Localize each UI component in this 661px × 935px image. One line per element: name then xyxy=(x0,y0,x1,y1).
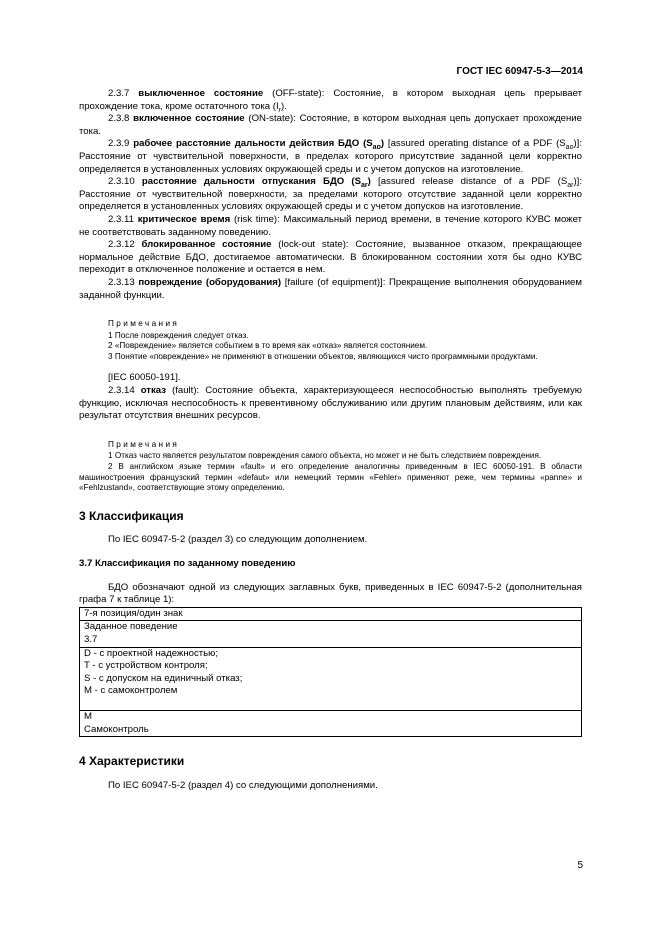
def-2-3-9: 2.3.9 рабочее расстояние дальности действия БДО $(S_{ao})$ [assured operating distance of a PDF $(S_{ao})$]: Расстояние от чувствительной поверхности, в пределах которого присутствие заданной цели корректно определяется в установленных условиях окружающей среды и с учетом допусков на изготовление. xyxy=(79,138,582,175)
note-item: 1 После повреждения следует отказ. xyxy=(108,330,249,340)
section-3-title: 3 Классификация xyxy=(79,508,184,523)
note-item: 2 «Повреждение» является событием в то время как «отказ» является состоянием. xyxy=(108,341,428,351)
note-item: 3 Понятие «повреждение» не применяют в отношении объектов, являющихся чисто программными продуктами. xyxy=(108,351,538,361)
table-row xyxy=(80,621,582,647)
table-row xyxy=(80,607,582,621)
table-row xyxy=(80,710,582,736)
def-2-3-14: 2.3.14 отказ (fault): Состояние объекта, характеризующееся неспособностью выполнять требуемую функцию, исключая неспособность к превентивному обслуживанию или другим плановым действиям, или как результат отсутствия внешних ресурсов. xyxy=(79,385,582,422)
table-cell: D - с проектной надежностью; T - с устройством контроля; S - с допуском на единичный отказ; M - с самоконтролем xyxy=(80,647,582,710)
section-3-7-para: БДО обозначают одной из следующих заглавных букв, приведенных в IEC 60947-5-2 (дополнительная графа 7 к таблице 1): xyxy=(79,581,582,606)
def-2-3-10: 2.3.10 расстояние дальности отпускания БДО $(S_{ar})$ [assured release distance of a PDF $(S_{ar})$]: Расстояние от чувствительной поверхности, за пределами которого отсутствие заданной цели корректно определяется в установленных условиях окружающей среды и с учетом допусков на изготовление. xyxy=(79,176,582,213)
def-2-3-13: 2.3.13 повреждение (оборудования) [failure (of equipment)]: Прекращение выполнения оборудованием заданной функции. xyxy=(79,276,582,301)
notes-heading-2: Примечания xyxy=(108,439,180,449)
def-2-3-11: 2.3.11 критическое время (risk time): Максимальный период времени, в течение которого КУВС может не соответствовать заданному поведению. xyxy=(79,213,583,238)
reference: [IEC 60050-191]. xyxy=(108,372,181,384)
page-number: 5 xyxy=(577,860,583,871)
section-3-7-title: 3.7 Классификация по заданному поведению xyxy=(79,558,296,569)
def-2-3-12: 2.3.12 блокированное состояние (lock-out state): Состояние, вызванное отказом, прекращающее нормальное действие БДО, достигаемое автоматически. В блокированном состоянии хотя бы одно КУВС переходит в отключенное положение и остается в нем. xyxy=(79,239,582,276)
table-row xyxy=(80,647,582,710)
table-cell: M Самоконтроль xyxy=(80,710,582,736)
table-cell: Заданное поведение 3.7 xyxy=(80,621,582,647)
note-item: 1 Отказ часто является результатом повреждения самого объекта, но может и не быть следствием повреждения. xyxy=(108,451,542,461)
doc-header: ГОСТ IEC 60947-5-3—2014 xyxy=(456,66,583,77)
section-3-intro: По IEC 60947-5-2 (раздел 3) со следующим дополнением. xyxy=(108,534,368,546)
table-cell: 7-я позиция/один знак xyxy=(80,607,582,621)
def-2-3-8: 2.3.8 включенное состояние (ON-state): Состояние, в котором выходная цепь допускает прохождение тока. xyxy=(79,113,583,137)
classification-table xyxy=(79,607,582,737)
section-4-title: 4 Характеристики xyxy=(79,754,185,769)
notes-heading-1: Примечания xyxy=(108,319,180,329)
section-4-intro: По IEC 60947-5-2 (раздел 4) со следующими дополнениями. xyxy=(108,779,378,791)
note-item: 2 В английском языке термин «fault» и его определение аналогичны приведенным в IEC 60050-191. В области машиностроения французский термин «defaut» или немецкий термин «Fehler» применяют реже, чем термины «panne» и «Fehlzustand», соответствующие этому определению. xyxy=(79,462,582,493)
def-2-3-7: 2.3.7 выключенное состояние (OFF-state): Состояние, в котором выходная цепь прерывает прохождение тока, кроме остаточного тока $(I_r)$. xyxy=(79,88,582,114)
page-content xyxy=(79,88,582,792)
